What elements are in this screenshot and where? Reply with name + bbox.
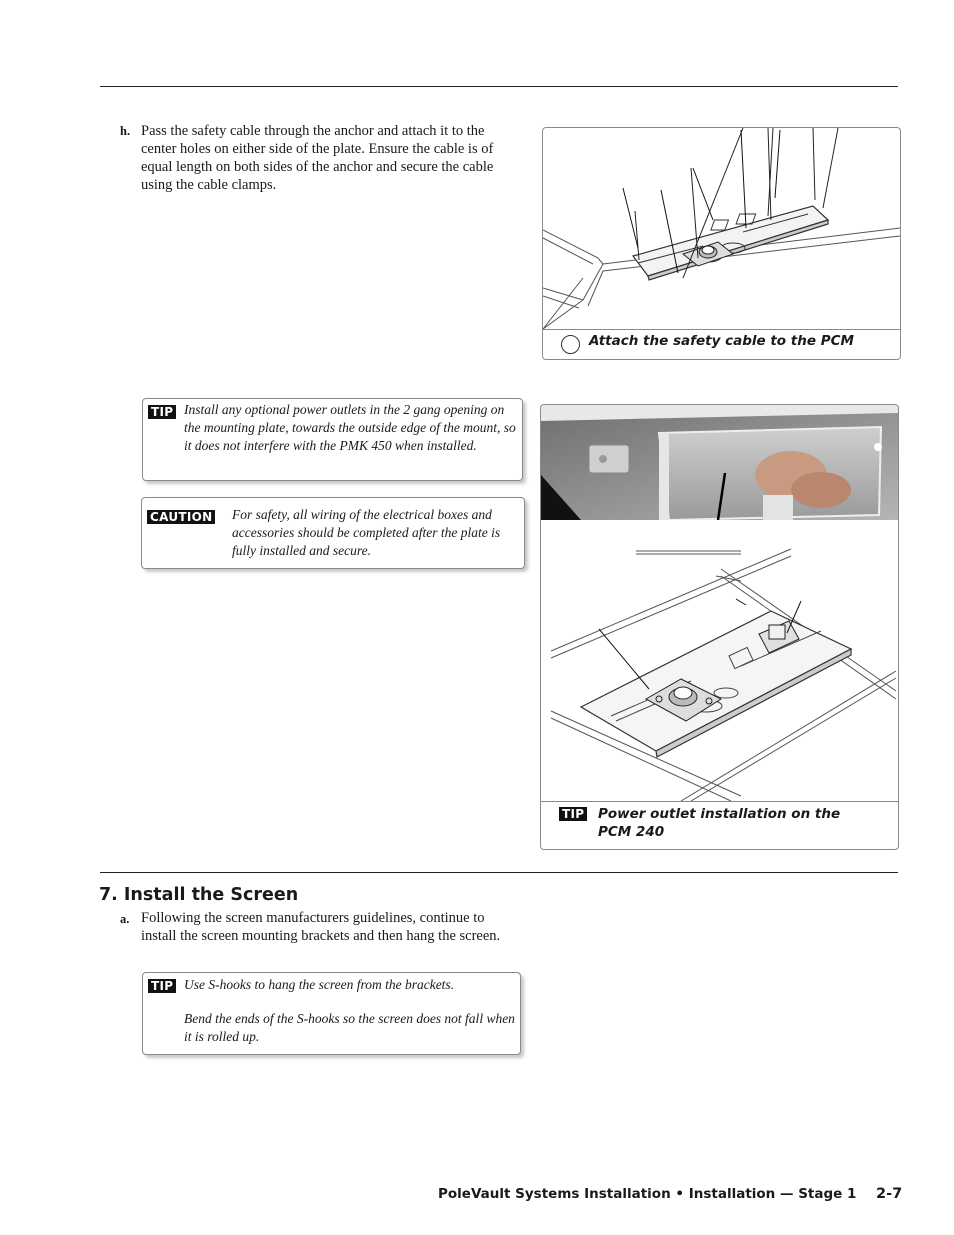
caution-badge: CAUTION <box>147 510 215 524</box>
figure-power-outlet-caption: Power outlet installation on the PCM 240 <box>598 806 841 840</box>
footer-page-number: 2-7 <box>876 1186 903 1202</box>
tip-s-hooks-line2: Bend the ends of the S-hooks so the screen does not fall when it is rolled up. <box>184 1011 515 1044</box>
caption-circle-icon <box>561 335 580 354</box>
figure-tip-badge: TIP <box>559 807 587 821</box>
section-rule <box>100 872 898 873</box>
footer-title: PoleVault Systems Installation • Installation — Stage 1 <box>438 1186 857 1202</box>
power-outlet-photo <box>541 405 898 520</box>
tip-power-outlets-text: Install any optional power outlets in the 2 gang opening on the mounting plate, towards the outside edge of the mount, so it does not interfere with the PMK 450 when installed. <box>184 402 516 453</box>
tip-s-hooks-line1: Use S-hooks to hang the screen from the brackets. <box>184 977 455 992</box>
caution-wiring <box>141 497 525 569</box>
caption-divider <box>541 801 898 802</box>
step-h-text: Pass the safety cable through the anchor and attach it to the center holes on either side of the plate. Ensure the cable is of equal length on both sides of the anchor and secure the cable using the cable clamps. <box>141 123 494 193</box>
tip-badge: TIP <box>148 405 176 419</box>
section-heading: 7. Install the Screen <box>99 885 299 905</box>
tip-power-outlets <box>142 398 523 481</box>
tip-badge: TIP <box>148 979 176 993</box>
step-a-text: Following the screen manufacturers guidelines, continue to install the screen mounting brackets and then hang the screen. <box>141 910 501 944</box>
safety-cable-illustration <box>543 128 900 329</box>
top-rule <box>100 86 898 87</box>
power-outlet-illustration <box>541 521 898 801</box>
step-a-label: a. <box>120 912 130 926</box>
step-h-label: h. <box>120 124 131 138</box>
tip-s-hooks <box>142 972 521 1055</box>
figure-safety-cable <box>542 127 901 360</box>
caption-divider <box>543 329 900 330</box>
caution-wiring-text: For safety, all wiring of the electrical boxes and accessories should be completed after the plate is fully installed and secure. <box>232 507 501 558</box>
figure-safety-cable-caption: Attach the safety cable to the PCM <box>589 333 854 349</box>
figure-power-outlet <box>540 404 899 850</box>
